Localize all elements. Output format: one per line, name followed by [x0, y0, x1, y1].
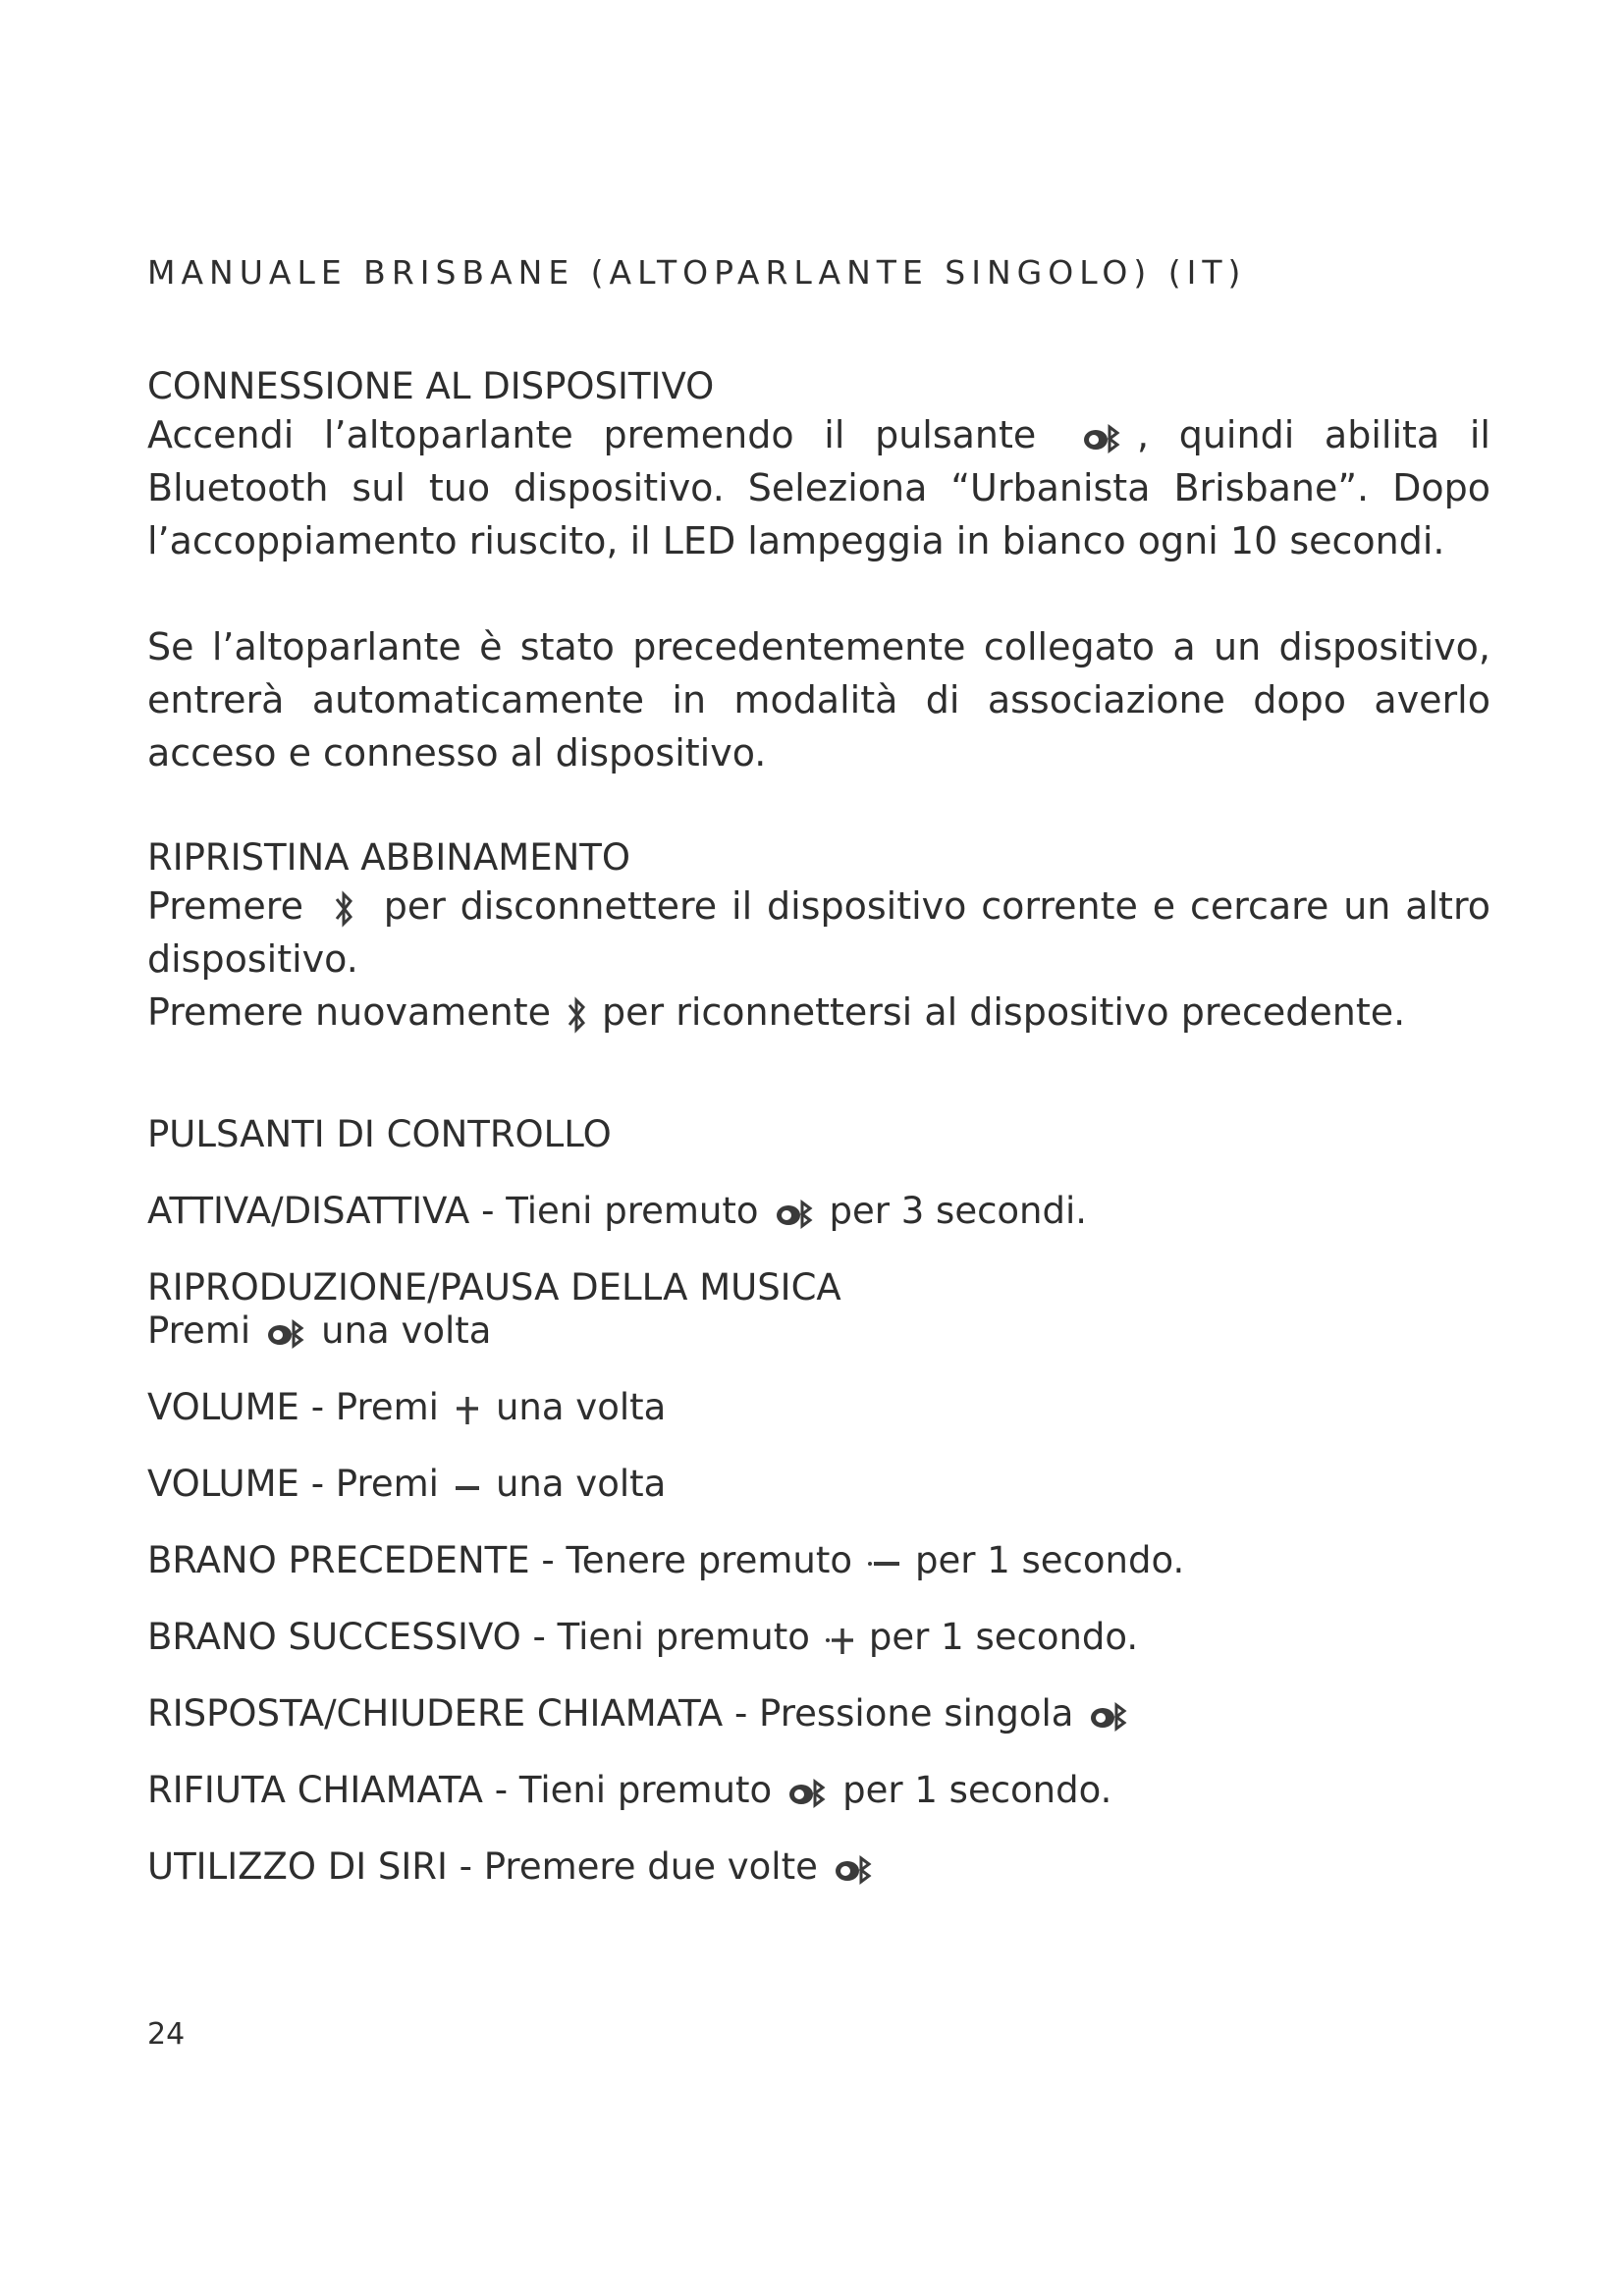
control-item-answer-call [147, 1692, 1144, 1735]
control-volume-down-label: VOLUME - Premi [147, 1463, 439, 1505]
control-item-volume-up [147, 1386, 666, 1428]
control-next-suffix: per 1 secondo. [868, 1616, 1139, 1658]
control-item-siri [147, 1845, 889, 1888]
control-item-previous-track [147, 1539, 1184, 1581]
control-volume-up-suffix: una volta [495, 1386, 667, 1428]
control-answer-label: RISPOSTA/CHIUDERE CHIAMATA - Pressione singola [147, 1692, 1074, 1735]
power-bluetooth-icon [264, 1316, 307, 1350]
power-bluetooth-icon [785, 1776, 829, 1809]
control-power-suffix: per 3 secondi. [829, 1190, 1088, 1232]
connection-p2-line2: entrerà automaticamente in modalità di associazione dopo averlo [147, 678, 1490, 721]
reset-paragraph [147, 880, 1490, 1039]
control-reject-label: RIFIUTA CHIAMATA - Tieni premuto [147, 1769, 773, 1811]
control-playpause-label: Premi [147, 1309, 251, 1352]
control-volume-down-suffix: una volta [495, 1463, 667, 1505]
control-item-next-track [147, 1616, 1138, 1658]
control-playpause-title: RIPRODUZIONE/PAUSA DELLA MUSICA [147, 1266, 841, 1308]
reset-p2-start: Premere nuovamente [147, 990, 552, 1034]
manual-page [147, 0, 1492, 2296]
control-reject-suffix: per 1 secondo. [842, 1769, 1112, 1811]
power-bluetooth-icon [773, 1197, 816, 1230]
power-bluetooth-icon [1080, 421, 1123, 454]
control-item-volume-down [147, 1463, 666, 1505]
connection-p1-line1 [147, 408, 1490, 461]
bluetooth-icon [565, 995, 588, 1035]
connection-p2-line1: Se l’altoparlante è stato precedentemente collegato a un dispositivo, [147, 625, 1490, 668]
document-title: MANUALE BRISBANE (ALTOPARLANTE SINGOLO) (IT) [147, 253, 1247, 292]
control-playpause-line2 [147, 1309, 841, 1353]
reset-p1-line1 [147, 880, 1490, 933]
reset-p2-end: per riconnettersi al dispositivo precedente. [602, 990, 1406, 1034]
reset-p1-start: Premere [147, 884, 303, 928]
control-item-playpause [147, 1266, 841, 1353]
power-bluetooth-icon [832, 1852, 875, 1886]
connection-p1-line3: l’accoppiamento riuscito, il LED lampeggia in bianco ogni 10 secondi. [147, 519, 1445, 562]
control-item-reject-call [147, 1769, 1111, 1811]
connection-p1-line1-start: Accendi l’altoparlante premendo il pulsante [147, 413, 1037, 456]
controls-heading: PULSANTI DI CONTROLLO [147, 1113, 612, 1155]
connection-p1-line1-end: , quindi abilita il [1136, 413, 1490, 456]
reset-p1-line2: dispositivo. [147, 937, 358, 981]
connection-heading: CONNESSIONE AL DISPOSITIVO [147, 365, 715, 407]
control-previous-suffix: per 1 secondo. [914, 1539, 1185, 1581]
plus-icon [824, 1623, 855, 1656]
connection-p2-line3: acceso e connesso al dispositivo. [147, 731, 767, 774]
plus-icon [453, 1393, 482, 1426]
minus-icon [866, 1546, 901, 1579]
power-bluetooth-icon [1087, 1699, 1130, 1733]
connection-p1-line2: Bluetooth sul tuo dispositivo. Seleziona “Urbanista Brisbane”. Dopo [147, 466, 1490, 509]
minus-icon [453, 1469, 482, 1503]
control-volume-up-label: VOLUME - Premi [147, 1386, 439, 1428]
control-next-label: BRANO SUCCESSIVO - Tieni premuto [147, 1616, 810, 1658]
reset-p2-line [147, 986, 1490, 1039]
reset-p1-end: per disconnettere il dispositivo corrente e cercare un altro [383, 884, 1490, 928]
control-previous-label: BRANO PRECEDENTE - Tenere premuto [147, 1539, 852, 1581]
control-item-power [147, 1190, 1087, 1232]
reset-heading: RIPRISTINA ABBINAMENTO [147, 836, 630, 879]
connection-paragraph-2 [147, 620, 1490, 779]
page-number: 24 [147, 2017, 186, 2052]
control-playpause-suffix: una volta [321, 1309, 492, 1352]
bluetooth-icon [332, 889, 355, 929]
control-siri-label: UTILIZZO DI SIRI - Premere due volte [147, 1845, 818, 1888]
connection-paragraph-1 [147, 408, 1490, 567]
control-power-label: ATTIVA/DISATTIVA - Tieni premuto [147, 1190, 759, 1232]
